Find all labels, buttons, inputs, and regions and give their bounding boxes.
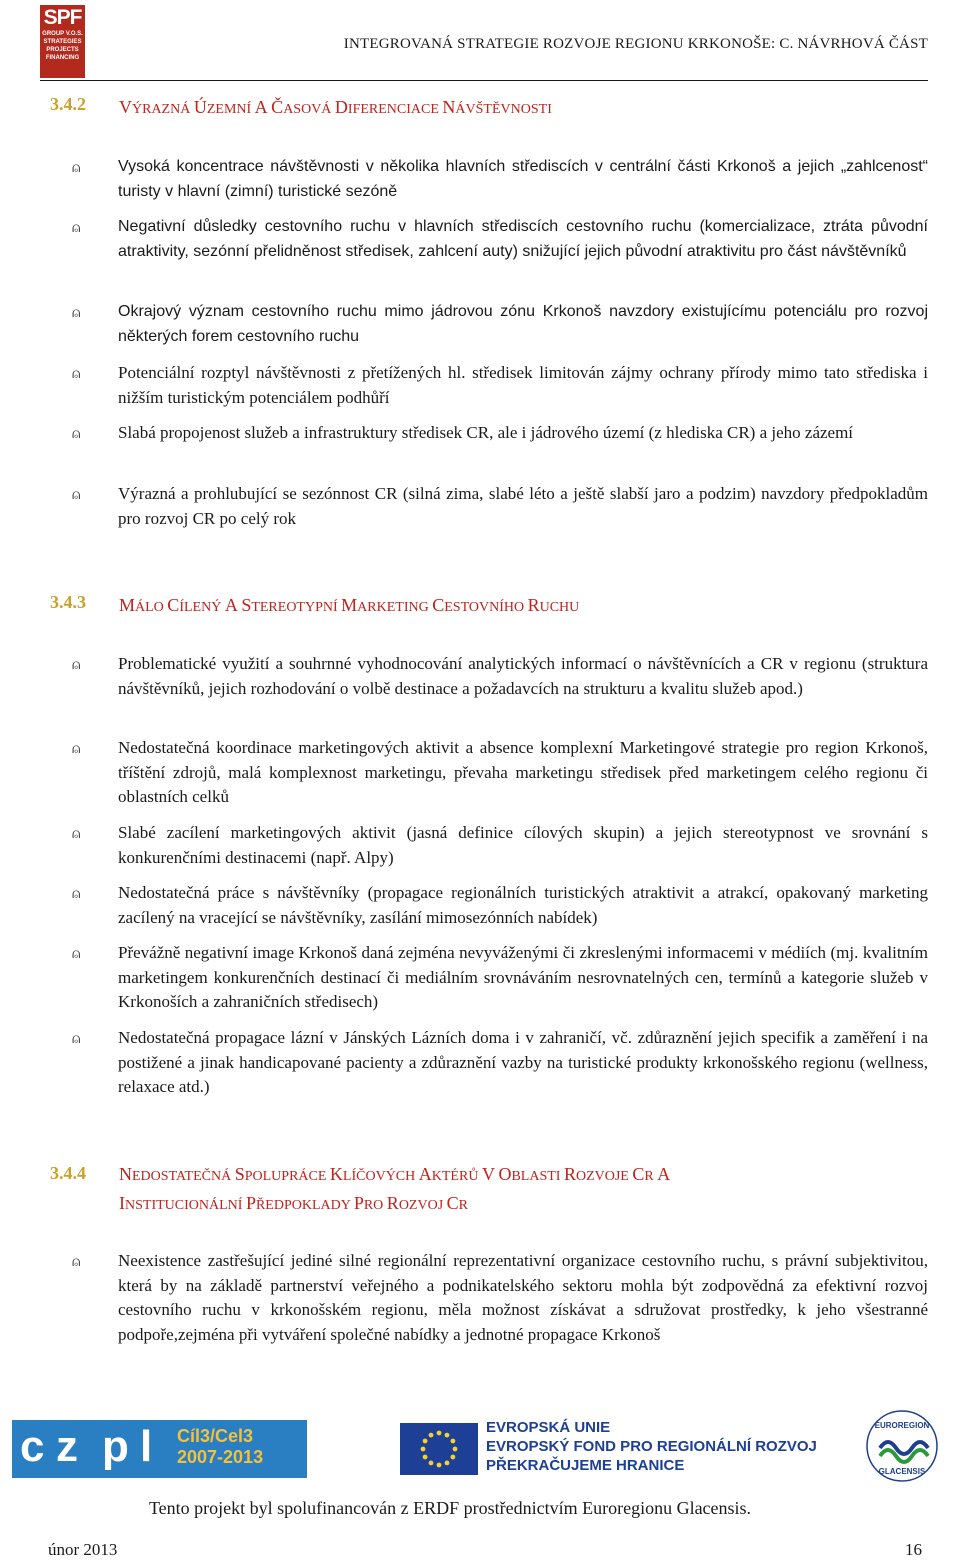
section-title-text: MÁLO CÍLENÝ A STEREOTYPNÍ MARKETING CESTOVNÍHO RUCHU <box>119 595 580 615</box>
bullet-icon: ⍝ <box>72 220 81 236</box>
cz-pl-logo <box>12 1420 307 1478</box>
programme-name: Cíl3/Cel3 <box>177 1426 254 1446</box>
programme-years: 2007-2013 <box>177 1447 264 1467</box>
section-title-text: VÝRAZNÁ ÚZEMNÍ A ČASOVÁ DIFERENCIACE NÁVŠTĚVNOSTI <box>119 97 552 117</box>
header-divider <box>40 80 928 81</box>
euroregion-glacensis-logo <box>866 1410 938 1482</box>
eu-line: EVROPSKÁ UNIE <box>486 1419 611 1436</box>
cz-pl-letter: l <box>140 1422 153 1471</box>
funding-note: Tento projekt byl spolufinancován z ERDF prostřednictvím Euroregionu Glacensis. <box>148 1498 752 1518</box>
euroregion-top-text: EUROREGION <box>874 1421 930 1430</box>
section-title-line: NEDOSTATEČNÁ SPOLUPRÁCE KLÍČOVÝCH AKTÉRŮ V OBLASTI ROZVOJE CR A <box>119 1164 671 1184</box>
bullet-icon: ⍝ <box>72 426 81 442</box>
spf-logo-line: STRATEGIES <box>43 39 82 45</box>
list-item: Slabé zacílení marketingových aktivit (jasná definice cílových skupin) a jejich stereotypnost ve srovnání s konkurenčními destinacemi (např. Alpy) <box>118 823 928 867</box>
eu-line: PŘEKRAČUJEME HRANICE <box>486 1457 685 1474</box>
section-number: 3.4.2 <box>50 94 86 114</box>
section-number: 3.4.4 <box>50 1163 86 1183</box>
list-item: Nedostatečná koordinace marketingových aktivit a absence komplexní Marketingové strategie pro region Krkonoš, tříštění zdrojů, malá komplexnost marketingu, převaha marketingu středisek před marketingem celého regionu či oblastních celků <box>118 738 928 807</box>
list-item: Vysoká koncentrace návštěvnosti v několika hlavních střediscích v centrální části Krkonoš a jejich „zahlcenost“ turisty v hlavní (zimní) turistické sezóně <box>118 158 928 200</box>
spf-logo-line: PROJECTS <box>46 47 79 53</box>
list-item: Negativní důsledky cestovního ruchu v hlavních střediscích cestovního ruchu (komercializace, ztráta původní atraktivity, sezónní přelidněnost středisek, zahlcení auty) snižující jejich původní atraktivitu pro část návštěvníků <box>118 218 928 260</box>
eu-fund-text <box>486 1418 817 1475</box>
list-item: Potenciální rozptyl návštěvnosti z přetížených hl. středisek limitován zájmy ochrany přírody mimo tato střediska i nižším turistickým potenciálem podhůří <box>118 363 928 407</box>
list-item: Okrajový význam cestovního ruchu mimo jádrovou zónu Krkonoš navzdory existujícímu potenciálu pro rozvoj některých forem cestovního ruchu <box>118 303 928 345</box>
spf-logo-text: SPF <box>43 6 82 29</box>
section-title <box>119 1161 670 1219</box>
section-title <box>119 94 552 123</box>
cz-pl-letter: p <box>102 1422 129 1471</box>
page-number: 16 <box>905 1540 922 1559</box>
programme-label <box>177 1426 263 1468</box>
cz-pl-letter: z <box>56 1422 78 1471</box>
list-item: Převážně negativní image Krkonoš daná zejména nevyváženými či zkreslenými informacemi v médiích (mj. kvalitním marketingem konkurenčních destinací či mediálním srovnáváním nesrovnatelných cen, termínů a kategorie služeb v Krkonoších a zahraničních středisech) <box>118 943 928 1012</box>
bullet-icon: ⍝ <box>72 946 81 962</box>
bullet-icon: ⍝ <box>72 741 81 757</box>
cz-pl-letter: c <box>20 1422 45 1471</box>
list-item: Nedostatečná propagace lázní v Jánských Lázních doma i v zahraničí, vč. zdůraznění jejich specifik a zaměření i na postižené a jinak handicapované pacienty a zdůraznění vazby na turistické produkty krkonošského regionu (wellness, relaxace atd.) <box>118 1028 928 1097</box>
list-item: Problematické využití a souhrnné vyhodnocování analytických informací o návštěvnících a CR v regionu (struktura návštěvníků, jejich rozhodování o volbě destinace a požadavcích na strukturu a kvalitu služeb apod.) <box>118 654 928 698</box>
footer-logos <box>0 1408 960 1483</box>
spf-logo-sub: GROUP V.O.S. <box>42 31 83 37</box>
bullet-icon: ⍝ <box>72 366 81 382</box>
bullet-icon: ⍝ <box>72 1254 81 1270</box>
list-item: Slabá propojenost služeb a infrastruktury středisek CR, ale i jádrového území (z hlediska CR) a jeho zázemí <box>118 423 854 442</box>
list-item: Výrazná a prohlubující se sezónnost CR (silná zima, slabé léto a ještě slabší jaro a podzim) navzdory předpokladům pro rozvoj CR po celý rok <box>118 484 928 528</box>
list-item: Nedostatečná práce s návštěvníky (propagace regionálních turistických atraktivit a atrakcí, opakovaný marketing zacílený na vracející se návštěvníky, zasílání mimosezónních nabídek) <box>118 883 928 927</box>
bullet-icon: ⍝ <box>72 657 81 673</box>
list-item: Neexistence zastřešující jediné silné regionální reprezentativní organizace cestovního ruchu, s právní subjektivitou, která by na základě partnerství veřejného a podnikatelského sektoru mohla být zodpovědná za efektivní rozvoj cestovního ruchu v krkonošském regionu, měla možnost získávat a sdružovat prostředky, k jeho všestranné podpoře,zejména při vytváření společné nabídky a jednotné propagace Krkonoš <box>118 1251 928 1344</box>
bullet-icon: ⍝ <box>72 160 81 176</box>
bullet-icon: ⍝ <box>72 305 81 321</box>
section-title-line: INSTITUCIONÁLNÍ PŘEDPOKLADY PRO ROZVOJ CR <box>119 1193 469 1213</box>
document-header-title: INTEGROVANÁ STRATEGIE ROZVOJE REGIONU KRKONOŠE: C. NÁVRHOVÁ ČÁST <box>343 36 928 52</box>
bullet-icon: ⍝ <box>72 826 81 842</box>
section-title <box>119 592 579 621</box>
spf-logo <box>40 5 85 78</box>
bullet-icon: ⍝ <box>72 487 81 503</box>
eu-line: EVROPSKÝ FOND PRO REGIONÁLNÍ ROZVOJ <box>486 1438 817 1455</box>
euroregion-bottom-text: GLACENSIS <box>878 1467 926 1476</box>
spf-logo-line: FINANCING <box>45 55 80 61</box>
bullet-icon: ⍝ <box>72 1031 81 1047</box>
section-number: 3.4.3 <box>50 592 86 612</box>
bullet-icon: ⍝ <box>72 886 81 902</box>
eu-flag-icon <box>400 1423 478 1475</box>
footer-date: únor 2013 <box>48 1540 118 1559</box>
